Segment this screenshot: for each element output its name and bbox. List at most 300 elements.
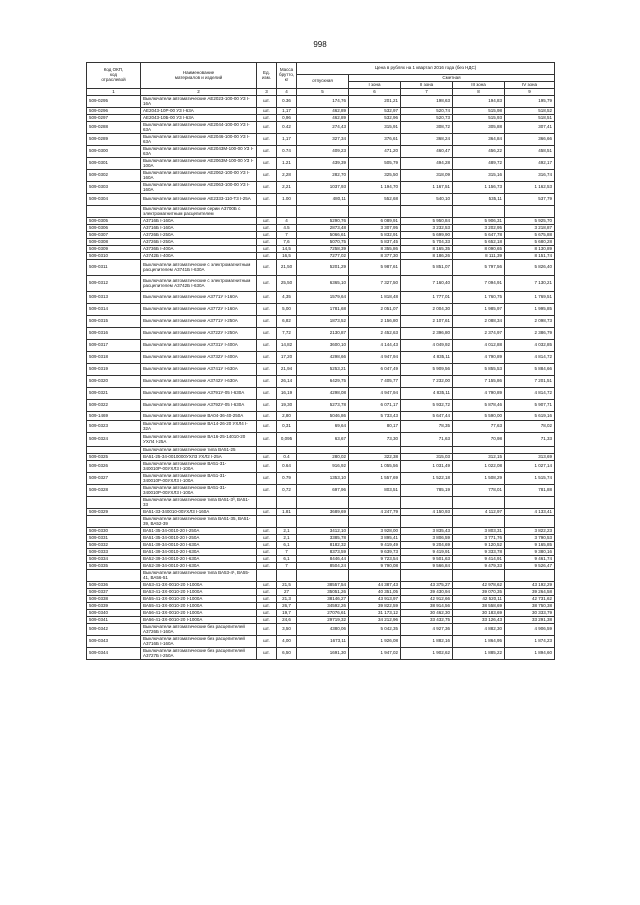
cell-zone-3: 4 790,89 xyxy=(453,352,505,364)
cell-unit: шт. xyxy=(257,400,277,412)
cell-zone-4: 4 906,59 xyxy=(505,624,555,636)
column-number: 4 xyxy=(277,89,297,96)
cell-name: Выключатели автоматические А3732У I-400А xyxy=(141,352,257,364)
cell-name: Выключатели автоматические ВА16-25-14010-20 УХЛ4 I-25А xyxy=(141,433,257,447)
cell-zone-2: 4 835,11 xyxy=(401,388,453,400)
cell-zone-3: 1 864,95 xyxy=(453,636,505,648)
cell-zone-1: 2 156,80 xyxy=(349,316,401,328)
cell-zone-4: 781,88 xyxy=(505,485,555,497)
cell-release xyxy=(297,516,349,528)
cell-name: Выключатели автоматические с электромагнитным расцепителем А3742Б I-630А xyxy=(141,276,257,292)
cell-release: 2873,48 xyxy=(297,225,349,232)
cell-zone-3: 5 906,31 xyxy=(453,218,505,225)
table-row xyxy=(87,276,555,292)
table-row xyxy=(87,182,555,194)
cell-unit: шт. xyxy=(257,624,277,636)
header-name-line: материалов и изделий xyxy=(174,74,223,80)
cell-mass: 0,96 xyxy=(277,115,297,122)
cell-zone-3: 8 090,65 xyxy=(453,246,505,253)
cell-unit: шт. xyxy=(257,589,277,596)
cell-zone-4: 5 619,16 xyxy=(505,412,555,421)
table-row xyxy=(87,115,555,122)
cell-name: ВА52-39-34-0010-20 I-630А xyxy=(141,556,257,563)
header-name-line: Наименование xyxy=(182,69,215,75)
cell-zone-4 xyxy=(505,206,555,218)
cell-zone-2: 8 165,35 xyxy=(401,246,453,253)
cell-unit: шт. xyxy=(257,253,277,260)
cell-code: 509-0326 xyxy=(87,461,141,473)
cell-zone-4: 1 769,51 xyxy=(505,292,555,304)
table-row xyxy=(87,433,555,447)
price-table xyxy=(86,62,555,660)
cell-release: 5290,76 xyxy=(297,218,349,225)
cell-zone-4: 366,66 xyxy=(505,134,555,146)
table-row xyxy=(87,549,555,556)
cell-unit: шт. xyxy=(257,412,277,421)
cell-release: 8446,44 xyxy=(297,556,349,563)
cell-name: Выключатели автоматические АЕ2044-100-00 УЗ I-63А xyxy=(141,122,257,134)
column-number: 1 xyxy=(87,89,141,96)
cell-code: 509-0344 xyxy=(87,648,141,660)
cell-zone-1: 376,61 xyxy=(349,134,401,146)
cell-zone-2: 71,63 xyxy=(401,433,453,447)
cell-release: 4298,08 xyxy=(297,388,349,400)
cell-zone-2: 9 204,69 xyxy=(401,542,453,549)
cell-zone-2: 42 912,66 xyxy=(401,596,453,603)
cell-zone-2: 315,03 xyxy=(401,454,453,461)
cell-mass: 2,28 xyxy=(277,170,297,182)
cell-zone-2: 5 647,44 xyxy=(401,412,453,421)
cell-zone-4: 71,33 xyxy=(505,433,555,447)
cell-name: ВА51-39-34-0010-20 I-630А xyxy=(141,542,257,549)
cell-zone-4: 7 130,21 xyxy=(505,276,555,292)
table-row xyxy=(87,509,555,516)
cell-zone-4: 78,02 xyxy=(505,421,555,433)
cell-zone-3: 7 094,91 xyxy=(453,276,505,292)
cell-unit: шт. xyxy=(257,194,277,206)
cell-zone-1: 1 947,02 xyxy=(349,648,401,660)
cell-zone-2: 540,10 xyxy=(401,194,453,206)
cell-unit: шт. xyxy=(257,617,277,624)
table-row xyxy=(87,542,555,549)
cell-zone-3: 3 771,76 xyxy=(453,535,505,542)
table-row xyxy=(87,400,555,412)
cell-zone-1: 31 173,12 xyxy=(349,610,401,617)
cell-zone-4: 43 192,29 xyxy=(505,582,555,589)
table-row xyxy=(87,146,555,158)
cell-name: Выключатели автоматические А3772У I-160А xyxy=(141,304,257,316)
table-body xyxy=(87,96,555,660)
table-row xyxy=(87,253,555,260)
cell-unit: шт. xyxy=(257,582,277,589)
cell-release: 462,89 xyxy=(297,108,349,115)
cell-zone-2: 5 699,90 xyxy=(401,232,453,239)
cell-zone-1: 1 557,69 xyxy=(349,473,401,485)
cell-zone-2: 520,73 xyxy=(401,115,453,122)
header-code-line: Код ОКП, xyxy=(103,67,124,73)
cell-zone-4: 5 884,66 xyxy=(505,364,555,376)
cell-unit: шт. xyxy=(257,316,277,328)
cell-zone-1: 9 419,49 xyxy=(349,542,401,549)
cell-unit: шт. xyxy=(257,421,277,433)
cell-code: 509-0318 xyxy=(87,352,141,364)
cell-zone-1: 8 377,30 xyxy=(349,253,401,260)
cell-release: 439,39 xyxy=(297,158,349,170)
cell-zone-4: 3 790,53 xyxy=(505,535,555,542)
cell-name: ВА53-41-3Х-0010-20 I-1000А xyxy=(141,589,257,596)
cell-zone-3: 1 022,08 xyxy=(453,461,505,473)
cell-code: 509-0339 xyxy=(87,603,141,610)
cell-zone-3: 77,63 xyxy=(453,421,505,433)
table-row xyxy=(87,158,555,170)
cell-mass: 7,72 xyxy=(277,328,297,340)
cell-zone-2: 1 882,16 xyxy=(401,636,453,648)
cell-release: 480,11 xyxy=(297,194,349,206)
cell-zone-3: 38 558,69 xyxy=(453,603,505,610)
cell-zone-1: 4 144,43 xyxy=(349,340,401,352)
table-row xyxy=(87,292,555,304)
cell-zone-4: 1 874,23 xyxy=(505,636,555,648)
cell-zone-3: 2 374,97 xyxy=(453,328,505,340)
cell-zone-2: 1 777,01 xyxy=(401,292,453,304)
cell-mass: 0.64 xyxy=(277,461,297,473)
cell-zone-1: 9 790,08 xyxy=(349,563,401,570)
cell-mass: 1,17 xyxy=(277,108,297,115)
cell-code: 509-0309 xyxy=(87,246,141,253)
cell-zone-4: 5 675,88 xyxy=(505,232,555,239)
cell-code: 509-0343 xyxy=(87,636,141,648)
cell-zone-3: 515,98 xyxy=(453,108,505,115)
cell-zone-2: 2 107,61 xyxy=(401,316,453,328)
cell-code: 509-0305 xyxy=(87,218,141,225)
cell-code: 509-0320 xyxy=(87,376,141,388)
cell-name: ВА55-41-3Х-0010-20 I-1000А xyxy=(141,596,257,603)
cell-zone-2 xyxy=(401,570,453,582)
cell-mass: 1.21 xyxy=(277,158,297,170)
cell-zone-4: 9 165,85 xyxy=(505,542,555,549)
cell-mass: 7 xyxy=(277,549,297,556)
cell-mass: 19,30 xyxy=(277,400,297,412)
cell-mass: 6,50 xyxy=(277,648,297,660)
cell-zone-1: 9 639,73 xyxy=(349,549,401,556)
cell-code: 509-0303 xyxy=(87,182,141,194)
cell-name: Выключатели автоматические ВА14-26-20 УХЛ4 I-32А xyxy=(141,421,257,433)
cell-zone-1: 5 987,61 xyxy=(349,260,401,276)
table-row xyxy=(87,556,555,563)
cell-name: А3736Б I-400А xyxy=(141,246,257,253)
column-number: 3 xyxy=(257,89,277,96)
cell-release: 7258,39 xyxy=(297,246,349,253)
cell-unit: шт. xyxy=(257,603,277,610)
cell-unit: шт. xyxy=(257,542,277,549)
cell-name: А3742Б I-400А xyxy=(141,253,257,260)
header-code-line: отраслевой xyxy=(101,76,126,82)
cell-zone-3: 4 012,88 xyxy=(453,340,505,352)
cell-zone-4: 537,79 xyxy=(505,194,555,206)
cell-name: ВА51-35-34-0010-20 I-250А xyxy=(141,528,257,535)
cell-unit: шт. xyxy=(257,239,277,246)
cell-zone-1: 1 194,70 xyxy=(349,182,401,194)
cell-zone-4: 2 098,73 xyxy=(505,316,555,328)
cell-zone-1: 2 452,63 xyxy=(349,328,401,340)
cell-zone-2: 7 232,00 xyxy=(401,376,453,388)
cell-zone-3: 4 790,89 xyxy=(453,388,505,400)
cell-code: 509-0314 xyxy=(87,304,141,316)
cell-zone-1: 505,79 xyxy=(349,158,401,170)
cell-unit xyxy=(257,447,277,454)
cell-release: 8182,32 xyxy=(297,542,349,549)
cell-code xyxy=(87,447,141,454)
table-row xyxy=(87,122,555,134)
cell-zone-4: 4 032,85 xyxy=(505,340,555,352)
cell-zone-1: 39 822,59 xyxy=(349,603,401,610)
cell-mass: 7,6 xyxy=(277,239,297,246)
cell-unit: шт. xyxy=(257,485,277,497)
cell-release: 1037,93 xyxy=(297,182,349,194)
cell-zone-2: 78,35 xyxy=(401,421,453,433)
header-zone-3: III зона xyxy=(453,82,505,89)
cell-zone-2: 5 932,72 xyxy=(401,400,453,412)
table-row xyxy=(87,636,555,648)
cell-name: Выключатели автоматические А3771У I-160А xyxy=(141,292,257,304)
cell-unit: шт. xyxy=(257,473,277,485)
cell-zone-2: 318,09 xyxy=(401,170,453,182)
cell-unit: шт. xyxy=(257,304,277,316)
cell-zone-1 xyxy=(349,516,401,528)
cell-zone-4: 8 130,89 xyxy=(505,246,555,253)
cell-release: 2130,87 xyxy=(297,328,349,340)
cell-code: 509-0323 xyxy=(87,421,141,433)
cell-zone-3: 3 202,95 xyxy=(453,225,505,232)
table-row xyxy=(87,610,555,617)
table-row xyxy=(87,485,555,497)
cell-zone-2 xyxy=(401,497,453,509)
cell-zone-2 xyxy=(401,447,453,454)
cell-release: 409,23 xyxy=(297,146,349,158)
column-number: 6 xyxy=(349,89,401,96)
cell-zone-3: 3 803,31 xyxy=(453,528,505,535)
cell-unit: шт. xyxy=(257,260,277,276)
cell-name: Выключатели автоматические АЕ2043М-100-00 УЗ I-63А xyxy=(141,146,257,158)
cell-release: 5201,29 xyxy=(297,260,349,276)
header-mass-line: брутто, xyxy=(279,72,295,78)
cell-name: Выключатели автоматические АЕ2046-100-00 УЗ I-63А xyxy=(141,134,257,146)
cell-zone-3: 489,72 xyxy=(453,158,505,170)
cell-unit xyxy=(257,497,277,509)
table-row xyxy=(87,596,555,603)
cell-release: 274,43 xyxy=(297,122,349,134)
cell-unit: шт. xyxy=(257,648,277,660)
cell-zone-3: 515,93 xyxy=(453,115,505,122)
cell-zone-2: 8 186,26 xyxy=(401,253,453,260)
table-row xyxy=(87,108,555,115)
cell-unit: шт. xyxy=(257,596,277,603)
group-title: Выключатели автоматические серии А3700Б с электромагнитным расцепителем xyxy=(141,206,257,218)
cell-code xyxy=(87,570,141,582)
cell-code: 509-0295 xyxy=(87,96,141,108)
cell-code: 509-0327 xyxy=(87,473,141,485)
cell-zone-1: 3 307,95 xyxy=(349,225,401,232)
table-row xyxy=(87,388,555,400)
cell-mass: 2,21 xyxy=(277,182,297,194)
cell-name: Выключатели автоматические АЕ2333-110-Т3 I-25А xyxy=(141,194,257,206)
cell-zone-1: 3 895,41 xyxy=(349,535,401,542)
cell-zone-1: 471,20 xyxy=(349,146,401,158)
cell-zone-3: 305,88 xyxy=(453,122,505,134)
cell-code: 509-0319 xyxy=(87,364,141,376)
cell-unit: шт. xyxy=(257,108,277,115)
cell-zone-4: 9 380,16 xyxy=(505,549,555,556)
cell-zone-4: 3 218,87 xyxy=(505,225,555,232)
cell-zone-3: 70,98 xyxy=(453,433,505,447)
cell-zone-1: 532,97 xyxy=(349,108,401,115)
cell-release: 1781,68 xyxy=(297,304,349,316)
cell-name: Выключатели автоматические А3731У I-400А xyxy=(141,340,257,352)
cell-name: ВА53-41-3Х-0010-20 I-1000А xyxy=(141,582,257,589)
cell-zone-1: 4 947,94 xyxy=(349,352,401,364)
cell-zone-4: 1 027,14 xyxy=(505,461,555,473)
cell-code: 509-0289 xyxy=(87,134,141,146)
cell-release: 6365,10 xyxy=(297,276,349,292)
cell-zone-2: 520,74 xyxy=(401,108,453,115)
cell-name: Выключатели автоматические без расцепителей А3726Б I-160А xyxy=(141,624,257,636)
cell-zone-1 xyxy=(349,447,401,454)
cell-mass: 1,17 xyxy=(277,134,297,146)
cell-mass: 4,35 xyxy=(277,292,297,304)
column-number: 5 xyxy=(297,89,349,96)
table-row xyxy=(87,535,555,542)
cell-zone-1: 6 071,17 xyxy=(349,400,401,412)
cell-zone-2: 368,24 xyxy=(401,134,453,146)
cell-name: Выключатели автоматические без расцепителей А3716Б I-160А xyxy=(141,636,257,648)
cell-zone-3: 33 126,43 xyxy=(453,617,505,624)
cell-name: Выключатели автоматические А3771У I-250А xyxy=(141,316,257,328)
table-row xyxy=(87,260,555,276)
cell-name: Выключатели автоматические АЕ2063-100-00 УЗ I-160А xyxy=(141,182,257,194)
cell-unit: шт. xyxy=(257,535,277,542)
cell-mass: 7 xyxy=(277,232,297,239)
cell-zone-1: 5 733,43 xyxy=(349,412,401,421)
cell-mass xyxy=(277,516,297,528)
cell-zone-2: 460,47 xyxy=(401,146,453,158)
table-row xyxy=(87,648,555,660)
cell-zone-4: 313,69 xyxy=(505,454,555,461)
header-zone-1: I зона xyxy=(349,82,401,89)
cell-zone-4 xyxy=(505,570,555,582)
table-row xyxy=(87,603,555,610)
cell-code xyxy=(87,516,141,528)
cell-unit: шт. xyxy=(257,158,277,170)
cell-code xyxy=(87,206,141,218)
cell-release: 3385,78 xyxy=(297,535,349,542)
cell-code: 509-0302 xyxy=(87,170,141,182)
cell-unit: шт. xyxy=(257,340,277,352)
cell-mass: 0,31 xyxy=(277,421,297,433)
cell-unit xyxy=(257,206,277,218)
cell-zone-1: 315,91 xyxy=(349,122,401,134)
cell-zone-3: 364,84 xyxy=(453,134,505,146)
cell-zone-2: 5 704,33 xyxy=(401,239,453,246)
cell-zone-3: 315,16 xyxy=(453,170,505,182)
header-mass-line: кг xyxy=(284,76,289,82)
cell-zone-3: 194,83 xyxy=(453,96,505,108)
cell-zone-2: 7 160,40 xyxy=(401,276,453,292)
cell-unit: шт. xyxy=(257,352,277,364)
cell-zone-4: 1 894,60 xyxy=(505,648,555,660)
cell-unit: шт. xyxy=(257,509,277,516)
cell-release: 7277,02 xyxy=(297,253,349,260)
cell-release: 27076,61 xyxy=(297,610,349,617)
cell-code: 509-0321 xyxy=(87,388,141,400)
cell-code: 509-0329 xyxy=(87,509,141,516)
cell-zone-2: 2 004,30 xyxy=(401,304,453,316)
cell-release: 462,89 xyxy=(297,115,349,122)
group-title: Выключатели автоматические типа ВА51-25 xyxy=(141,447,257,454)
cell-zone-4: 7 201,51 xyxy=(505,376,555,388)
cell-zone-2: 4 835,11 xyxy=(401,352,453,364)
header-unit-line: изм. xyxy=(262,74,271,80)
cell-mass: 6,1 xyxy=(277,556,297,563)
cell-unit: шт. xyxy=(257,115,277,122)
cell-mass xyxy=(277,497,297,509)
cell-zone-3: 9 333,78 xyxy=(453,549,505,556)
cell-zone-4: 1 515,74 xyxy=(505,473,555,485)
cell-mass xyxy=(277,447,297,454)
group-title: Выключатели автоматические типа ВА53-4¹, ВА55-41, ВА56-51 xyxy=(141,570,257,582)
cell-mass: 2,1 xyxy=(277,535,297,542)
cell-zone-1: 5 837,45 xyxy=(349,239,401,246)
cell-code: 509-0341 xyxy=(87,617,141,624)
cell-code: 509-0332 xyxy=(87,542,141,549)
table-row xyxy=(87,589,555,596)
cell-zone-4: 5 907,71 xyxy=(505,400,555,412)
cell-zone-1: 6 047,49 xyxy=(349,364,401,376)
table-row xyxy=(87,473,555,485)
cell-zone-3: 9 479,33 xyxy=(453,563,505,570)
header-zone-4: IV зона xyxy=(505,82,555,89)
column-number: 2 xyxy=(141,89,257,96)
table-row xyxy=(87,232,555,239)
cell-mass: 21,5 xyxy=(277,582,297,589)
cell-mass: 26,7 xyxy=(277,603,297,610)
cell-mass: 21,3 xyxy=(277,596,297,603)
cell-zone-3 xyxy=(453,447,505,454)
cell-zone-2: 9 419,91 xyxy=(401,549,453,556)
cell-mass: 0.79 xyxy=(277,473,297,485)
table-header xyxy=(87,63,555,96)
cell-name: ВА51-39-34-0010-20 I-630А xyxy=(141,549,257,556)
cell-name: ВА56-41-3Х-0010-20 I-1000А xyxy=(141,617,257,624)
cell-zone-2: 39 430,94 xyxy=(401,589,453,596)
cell-code: 509-0288 xyxy=(87,122,141,134)
cell-zone-3: 30 183,69 xyxy=(453,610,505,617)
cell-zone-1: 1 055,56 xyxy=(349,461,401,473)
cell-mass: 17,20 xyxy=(277,352,297,364)
cell-zone-1: 5 832,91 xyxy=(349,232,401,239)
cell-zone-3: 5 878,46 xyxy=(453,400,505,412)
cell-zone-2: 3 835,43 xyxy=(401,528,453,535)
cell-unit: шт. xyxy=(257,461,277,473)
cell-name: Выключатели автоматические А3791У-05 I-630А xyxy=(141,388,257,400)
cell-mass: 4.5 xyxy=(277,225,297,232)
cell-zone-4: 5 925,70 xyxy=(505,218,555,225)
cell-mass: 1.00 xyxy=(277,194,297,206)
cell-release: 6429,75 xyxy=(297,376,349,388)
cell-zone-4: 42 731,62 xyxy=(505,596,555,603)
header-mass-line: Масса xyxy=(279,67,294,73)
cell-zone-1: 43 913,97 xyxy=(349,596,401,603)
table-row xyxy=(87,364,555,376)
